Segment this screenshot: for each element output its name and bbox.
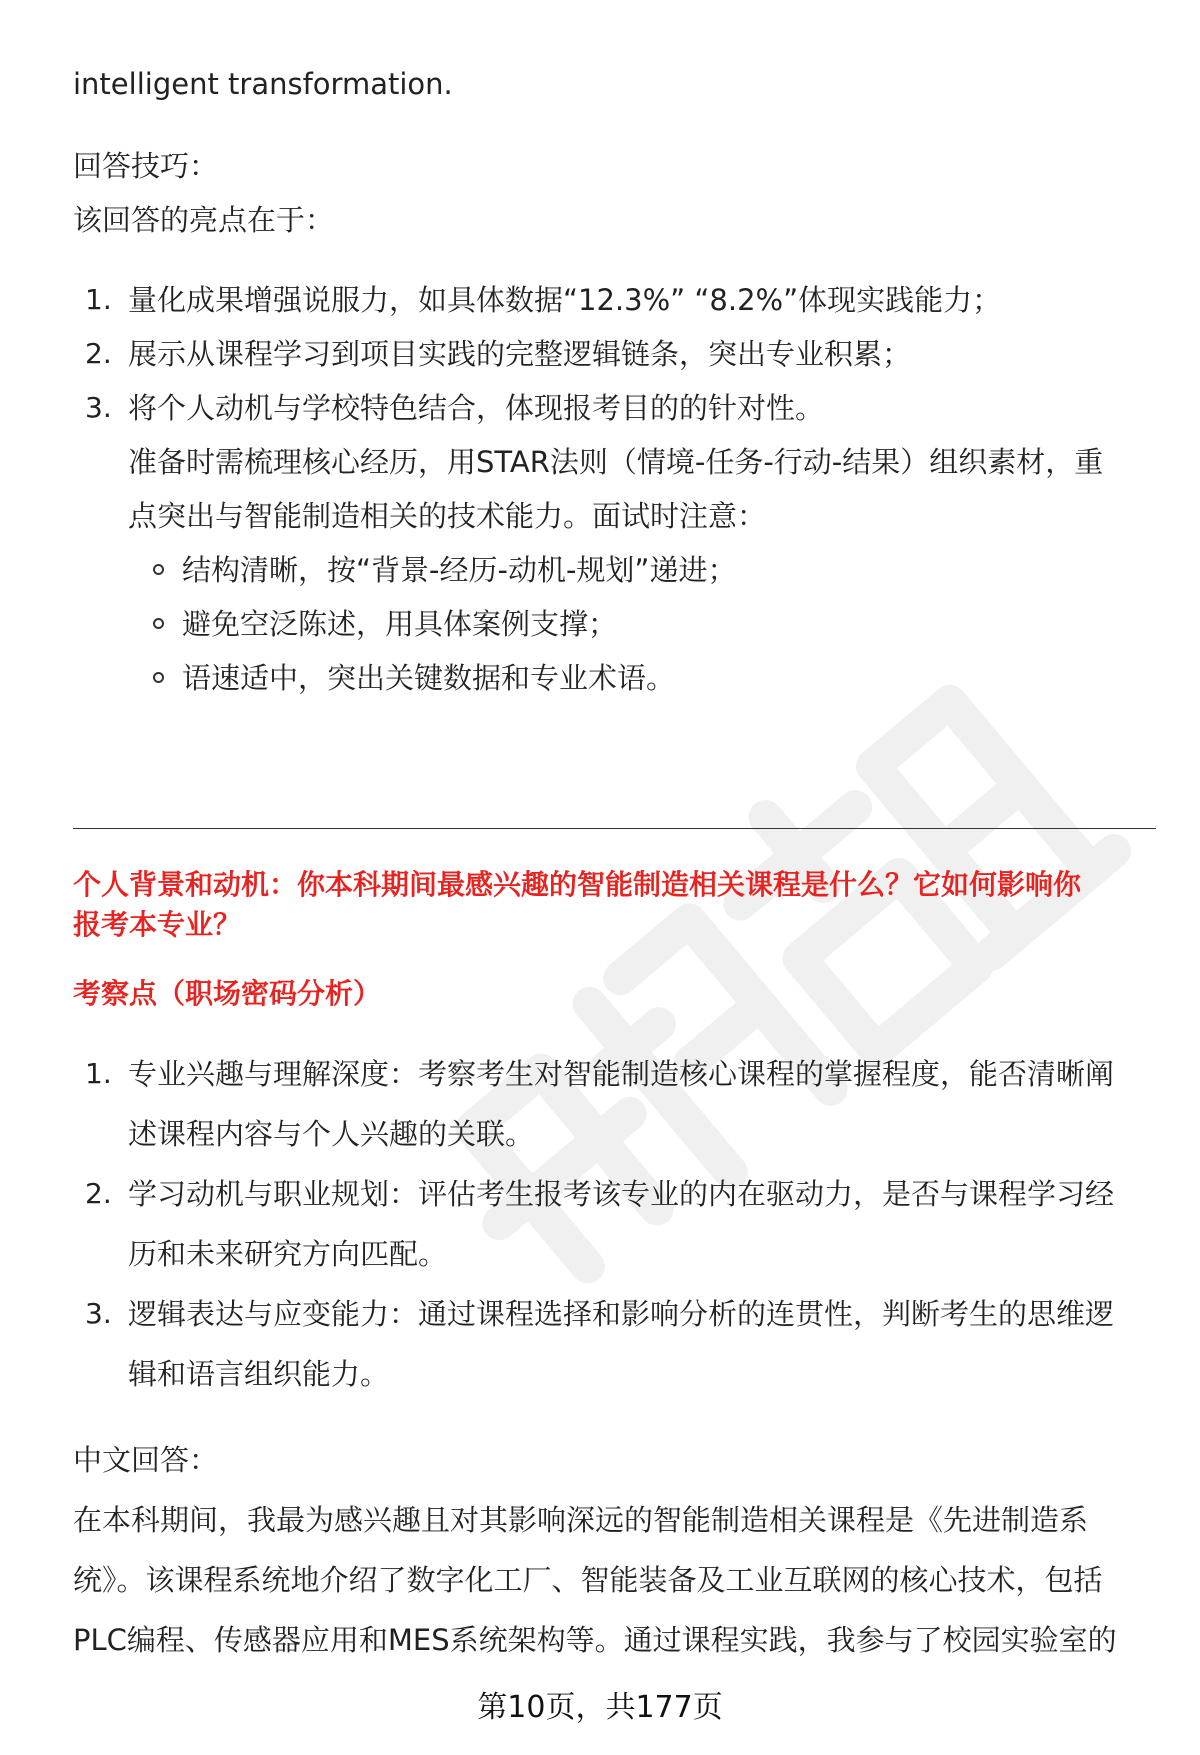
answer-heading: 中文回答： (73, 1443, 219, 1477)
list-item-continuation: 述课程内容与个人兴趣的关联。 (128, 1117, 535, 1151)
list-item: 量化成果增强说服力，如具体数据“12.3%” “8.2%”体现实践能力； (128, 283, 1002, 317)
circle-bullet-icon (153, 564, 164, 575)
list-item: 逻辑表达与应变能力：通过课程选择和影响分析的连贯性，判断考生的思维逻 (128, 1297, 1115, 1331)
list-number: 2. (85, 337, 112, 370)
section-divider (73, 828, 1156, 829)
question-heading-continuation: 报考本专业？ (73, 908, 242, 941)
list-item-continuation: 历和未来研究方向匹配。 (128, 1237, 448, 1271)
sub-list-item: 避免空泛陈述，用具体案例支撑； (182, 607, 618, 641)
sub-list-item: 语速适中，突出关键数据和专业术语。 (182, 661, 676, 695)
question-heading: 个人背景和动机：你本科期间最感兴趣的智能制造相关课程是什么？它如何影响你 (73, 868, 1082, 901)
answer-paragraph-line: 在本科期间，我最为感兴趣且对其影响深远的智能制造相关课程是《先进制造系 (73, 1503, 1089, 1537)
continued-text: intelligent transformation. (73, 67, 453, 101)
list-item-continuation: 准备时需梳理核心经历，用STAR法则（情境-任务-行动-结果）组织素材，重 (128, 445, 1104, 479)
list-number: 1. (85, 283, 112, 316)
answer-paragraph-line: 统》。该课程系统地介绍了数字化工厂、智能装备及工业互联网的核心技术，包括 (73, 1563, 1103, 1597)
list-item: 专业兴趣与理解深度：考察考生对智能制造核心课程的掌握程度，能否清晰阐 (128, 1057, 1115, 1091)
sub-list-item: 结构清晰，按“背景-经历-动机-规划”递进； (182, 553, 737, 587)
tips-intro: 该回答的亮点在于： (73, 203, 335, 237)
list-item: 将个人动机与学校特色结合，体现报考目的的针对性。 (128, 391, 825, 425)
list-item-continuation: 辑和语言组织能力。 (128, 1357, 390, 1391)
list-number: 3. (85, 391, 112, 424)
list-item: 学习动机与职业规划：评估考生报考该专业的内在驱动力，是否与课程学习经 (128, 1177, 1115, 1211)
assessment-heading: 考察点（职场密码分析） (73, 977, 382, 1010)
answer-paragraph-line: PLC编程、传感器应用和MES系统架构等。通过课程实践，我参与了校园实验室的 (73, 1623, 1117, 1657)
list-item: 展示从课程学习到项目实践的完整逻辑链条，突出专业积累； (128, 337, 912, 371)
document-page (73, 0, 1156, 1755)
list-number: 2. (85, 1177, 112, 1210)
circle-bullet-icon (153, 618, 164, 629)
tips-heading: 回答技巧： (73, 149, 219, 183)
list-number: 1. (85, 1057, 112, 1090)
list-item-continuation: 点突出与智能制造相关的技术能力。面试时注意： (128, 499, 767, 533)
list-number: 3. (85, 1297, 112, 1330)
circle-bullet-icon (153, 672, 164, 683)
page-number-footer: 第10页，共177页 (477, 1690, 723, 1725)
